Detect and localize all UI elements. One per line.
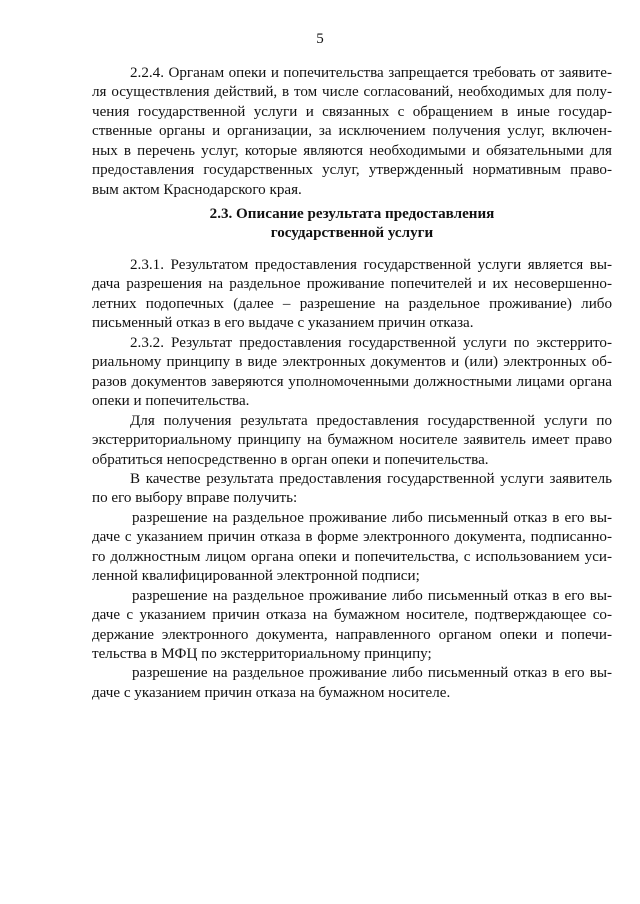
paragraph-line: летних подопечных (далее – разрешение на раздельное проживание) либо (92, 295, 612, 312)
paragraph-line: риальному принципу в виде электронных документов и (или) электронных об- (92, 354, 612, 371)
paragraph-line: держание электронного документа, направленного органом опеки и попечи- (92, 626, 612, 643)
paragraph-line: даче с указанием причин отказа на бумажном носителе. (92, 684, 451, 701)
paragraph-line: по его выбору вправе получить: (92, 490, 298, 507)
paragraph-line: обратиться непосредственно в орган опеки и попечительства. (92, 451, 489, 468)
paragraph-line: ных в перечень услуг, которые являются необходимыми и обязательными для (92, 142, 612, 159)
paragraph-line: экстерриториальному принципу на бумажном носителе заявитель имеет право (92, 432, 612, 449)
paragraph-line: опеки и попечительства. (92, 393, 250, 410)
paragraph-line: ля осуществления действий, в том числе согласований, необходимых для полу- (92, 84, 612, 101)
paragraph-line: разрешение на раздельное проживание либо письменный отказ в его вы- (132, 665, 612, 682)
paragraph-line: В качестве результата предоставления государственной услуги заявитель (130, 470, 612, 487)
paragraph-line: тельства в МФЦ по экстерриториальному принципу; (92, 646, 432, 662)
paragraph-line: 2.2.4. Органам опеки и попечительства запрещается требовать от заявите- (130, 65, 612, 81)
paragraph-line: Для получения результата предоставления государственной услуги по (130, 412, 612, 429)
paragraph-line: даче с указанием причин отказа в форме электронного документа, подписанно- (92, 529, 612, 546)
section-heading-line: государственной услуги (270, 225, 434, 242)
paragraph-line: дача разрешения на раздельное проживание попечителей и их несовершенно- (92, 276, 612, 293)
paragraph-line: чения государственной услуги и связанных с обращением в иные государ- (92, 103, 612, 120)
paragraph-line: вым актом Краснодарского края. (92, 181, 302, 198)
paragraph-line: разрешение на раздельное проживание либо письменный отказ в его вы- (132, 587, 612, 604)
paragraph-line: ственные органы и организации, за исключением получения услуг, включен- (92, 123, 612, 140)
paragraph-line: предоставления государственных услуг, утвержденный нормативным право- (92, 162, 612, 179)
page-number: 5 (316, 31, 324, 47)
paragraph-line: ленной квалифицированной электронной подписи; (92, 568, 420, 585)
paragraph-line: 2.3.2. Результат предоставления государственной услуги по экстеррито- (130, 334, 612, 351)
paragraph-line: разрешение на раздельное проживание либо письменный отказ в его вы- (132, 509, 612, 526)
section-heading-line: 2.3. Описание результата предоставления (209, 206, 495, 222)
paragraph-line: разов документов заверяются уполномоченными должностными лицами органа (92, 373, 612, 390)
paragraph-line: письменный отказ в его выдаче с указанием причин отказа. (92, 315, 474, 332)
paragraph-line: 2.3.1. Результатом предоставления государственной услуги является вы- (130, 257, 612, 273)
paragraph-line: даче с указанием причин отказа на бумажном носителе, подтверждающее со- (92, 607, 612, 624)
paragraph-line: го должностным лицом органа опеки и попечительства, с использованием уси- (92, 548, 612, 565)
